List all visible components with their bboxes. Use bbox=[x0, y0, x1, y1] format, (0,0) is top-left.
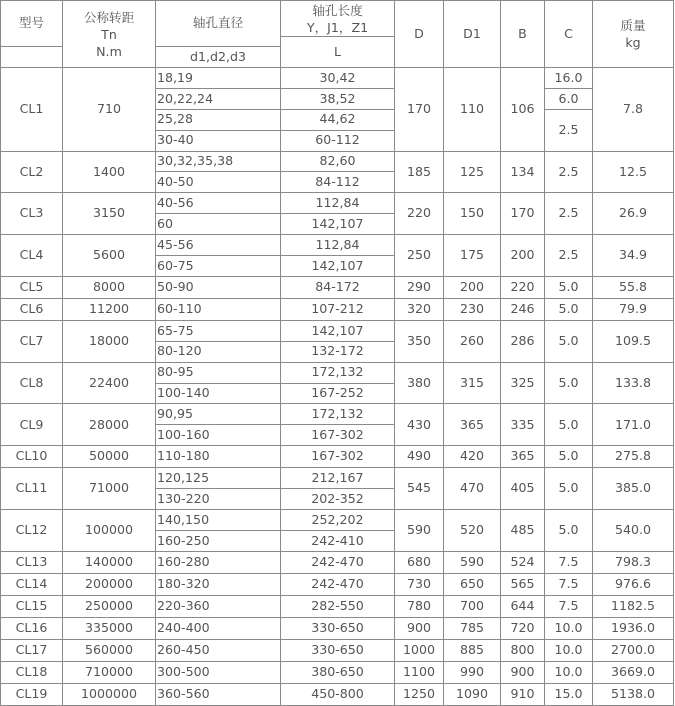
mass-cell: 1182.5 bbox=[593, 595, 674, 617]
mass-cell: 540.0 bbox=[593, 510, 674, 552]
d1-cell: 315 bbox=[444, 362, 501, 404]
header-C: C bbox=[545, 1, 593, 68]
table-row bbox=[1, 235, 674, 256]
d-cell: 290 bbox=[395, 276, 444, 298]
c-cell: 7.5 bbox=[545, 551, 593, 573]
table-row bbox=[1, 595, 674, 617]
d-cell: 320 bbox=[395, 298, 444, 320]
d1-cell: 260 bbox=[444, 320, 501, 362]
d1-cell: 700 bbox=[444, 595, 501, 617]
bore-cell: 130-220 bbox=[156, 489, 281, 510]
torque-cell: 3150 bbox=[63, 193, 156, 235]
d-cell: 170 bbox=[395, 68, 444, 152]
table-row bbox=[1, 683, 674, 705]
length-cell: 172,132 bbox=[281, 362, 395, 383]
d1-cell: 470 bbox=[444, 468, 501, 510]
torque-cell: 710 bbox=[63, 68, 156, 152]
d-cell: 780 bbox=[395, 595, 444, 617]
model-cell: CL14 bbox=[1, 573, 63, 595]
model-cell: CL6 bbox=[1, 298, 63, 320]
b-cell: 134 bbox=[501, 151, 545, 193]
d1-cell: 1090 bbox=[444, 683, 501, 705]
bore-cell: 30-40 bbox=[156, 130, 281, 151]
mass-cell: 275.8 bbox=[593, 446, 674, 468]
header-torque-unit: N.m bbox=[96, 43, 122, 59]
mass-cell: 798.3 bbox=[593, 551, 674, 573]
c-cell: 7.5 bbox=[545, 573, 593, 595]
length-cell: 84-112 bbox=[281, 172, 395, 193]
table-row bbox=[1, 298, 674, 320]
mass-cell: 26.9 bbox=[593, 193, 674, 235]
header-bore-title: 轴孔直径 bbox=[156, 1, 281, 47]
length-cell: 142,107 bbox=[281, 320, 395, 341]
bore-cell: 300-500 bbox=[156, 661, 281, 683]
torque-cell: 18000 bbox=[63, 320, 156, 362]
bore-cell: 30,32,35,38 bbox=[156, 151, 281, 172]
header-mass-unit: kg bbox=[625, 35, 641, 50]
torque-cell: 560000 bbox=[63, 639, 156, 661]
length-cell: 242-470 bbox=[281, 573, 395, 595]
b-cell: 325 bbox=[501, 362, 545, 404]
length-cell: 38,52 bbox=[281, 88, 395, 109]
model-cell: CL4 bbox=[1, 235, 63, 277]
d-cell: 250 bbox=[395, 235, 444, 277]
c-cell: 6.0 bbox=[545, 88, 593, 109]
c-cell: 7.5 bbox=[545, 595, 593, 617]
table-row bbox=[1, 468, 674, 489]
length-cell: 142,107 bbox=[281, 256, 395, 277]
torque-cell: 1000000 bbox=[63, 683, 156, 705]
d-cell: 1100 bbox=[395, 661, 444, 683]
d1-cell: 230 bbox=[444, 298, 501, 320]
d-cell: 220 bbox=[395, 193, 444, 235]
header-length bbox=[281, 1, 395, 37]
table-row bbox=[1, 661, 674, 683]
table-row bbox=[1, 68, 674, 89]
length-cell: 330-650 bbox=[281, 617, 395, 639]
model-cell: CL15 bbox=[1, 595, 63, 617]
c-cell: 10.0 bbox=[545, 617, 593, 639]
d-cell: 185 bbox=[395, 151, 444, 193]
header-mass bbox=[593, 1, 674, 68]
model-cell: CL17 bbox=[1, 639, 63, 661]
bore-cell: 65-75 bbox=[156, 320, 281, 341]
c-cell: 2.5 bbox=[545, 151, 593, 193]
d-cell: 430 bbox=[395, 404, 444, 446]
c-cell: 5.0 bbox=[545, 320, 593, 362]
d1-cell: 200 bbox=[444, 276, 501, 298]
header-length-types: Y，J1，Z1 bbox=[306, 19, 369, 35]
model-cell: CL9 bbox=[1, 404, 63, 446]
bore-cell: 25,28 bbox=[156, 109, 281, 130]
b-cell: 644 bbox=[501, 595, 545, 617]
length-cell: 107-212 bbox=[281, 298, 395, 320]
length-cell: 84-172 bbox=[281, 276, 395, 298]
model-cell: CL11 bbox=[1, 468, 63, 510]
mass-cell: 12.5 bbox=[593, 151, 674, 193]
torque-cell: 11200 bbox=[63, 298, 156, 320]
bore-cell: 40-56 bbox=[156, 193, 281, 214]
mass-cell: 5138.0 bbox=[593, 683, 674, 705]
b-cell: 286 bbox=[501, 320, 545, 362]
bore-cell: 140,150 bbox=[156, 510, 281, 531]
table-row bbox=[1, 193, 674, 214]
c-cell: 5.0 bbox=[545, 468, 593, 510]
d-cell: 730 bbox=[395, 573, 444, 595]
table-row bbox=[1, 617, 674, 639]
length-cell: 132-172 bbox=[281, 341, 395, 362]
d-cell: 680 bbox=[395, 551, 444, 573]
length-cell: 60-112 bbox=[281, 130, 395, 151]
model-cell: CL2 bbox=[1, 151, 63, 193]
header-model-spacer bbox=[1, 47, 63, 68]
header-length-symbol: L bbox=[281, 37, 395, 68]
bore-cell: 120,125 bbox=[156, 468, 281, 489]
d-cell: 545 bbox=[395, 468, 444, 510]
c-cell: 2.5 bbox=[545, 193, 593, 235]
model-cell: CL10 bbox=[1, 446, 63, 468]
b-cell: 106 bbox=[501, 68, 545, 152]
header-model: 型号 bbox=[1, 1, 63, 47]
model-cell: CL19 bbox=[1, 683, 63, 705]
model-cell: CL1 bbox=[1, 68, 63, 152]
c-cell: 5.0 bbox=[545, 298, 593, 320]
bore-cell: 110-180 bbox=[156, 446, 281, 468]
bore-cell: 100-140 bbox=[156, 383, 281, 404]
length-cell: 282-550 bbox=[281, 595, 395, 617]
model-cell: CL12 bbox=[1, 510, 63, 552]
mass-cell: 171.0 bbox=[593, 404, 674, 446]
c-cell: 10.0 bbox=[545, 661, 593, 683]
d1-cell: 110 bbox=[444, 68, 501, 152]
b-cell: 565 bbox=[501, 573, 545, 595]
c-cell: 5.0 bbox=[545, 404, 593, 446]
mass-cell: 2700.0 bbox=[593, 639, 674, 661]
length-cell: 380-650 bbox=[281, 661, 395, 683]
bore-cell: 60-110 bbox=[156, 298, 281, 320]
table-row bbox=[1, 639, 674, 661]
table-row bbox=[1, 510, 674, 531]
bore-cell: 60 bbox=[156, 214, 281, 235]
table-row bbox=[1, 551, 674, 573]
bore-cell: 80-120 bbox=[156, 341, 281, 362]
length-cell: 44,62 bbox=[281, 109, 395, 130]
length-cell: 330-650 bbox=[281, 639, 395, 661]
header-torque bbox=[63, 1, 156, 68]
bore-cell: 60-75 bbox=[156, 256, 281, 277]
length-cell: 112,84 bbox=[281, 193, 395, 214]
b-cell: 900 bbox=[501, 661, 545, 683]
b-cell: 524 bbox=[501, 551, 545, 573]
d1-cell: 520 bbox=[444, 510, 501, 552]
bore-cell: 90,95 bbox=[156, 404, 281, 425]
d-cell: 1000 bbox=[395, 639, 444, 661]
b-cell: 200 bbox=[501, 235, 545, 277]
torque-cell: 28000 bbox=[63, 404, 156, 446]
b-cell: 335 bbox=[501, 404, 545, 446]
d1-cell: 175 bbox=[444, 235, 501, 277]
b-cell: 405 bbox=[501, 468, 545, 510]
d1-cell: 365 bbox=[444, 404, 501, 446]
mass-cell: 79.9 bbox=[593, 298, 674, 320]
table-row bbox=[1, 320, 674, 341]
torque-cell: 71000 bbox=[63, 468, 156, 510]
mass-cell: 55.8 bbox=[593, 276, 674, 298]
length-cell: 30,42 bbox=[281, 68, 395, 89]
c-cell: 5.0 bbox=[545, 276, 593, 298]
bore-cell: 18,19 bbox=[156, 68, 281, 89]
torque-cell: 50000 bbox=[63, 446, 156, 468]
header-torque-symbol: Tn bbox=[101, 26, 117, 42]
c-cell: 2.5 bbox=[545, 235, 593, 277]
model-cell: CL7 bbox=[1, 320, 63, 362]
bore-cell: 100-160 bbox=[156, 425, 281, 446]
torque-cell: 100000 bbox=[63, 510, 156, 552]
b-cell: 246 bbox=[501, 298, 545, 320]
c-cell: 15.0 bbox=[545, 683, 593, 705]
mass-cell: 7.8 bbox=[593, 68, 674, 152]
length-cell: 450-800 bbox=[281, 683, 395, 705]
d1-cell: 150 bbox=[444, 193, 501, 235]
c-cell: 5.0 bbox=[545, 446, 593, 468]
torque-cell: 5600 bbox=[63, 235, 156, 277]
table-body bbox=[1, 68, 674, 706]
header-row-1 bbox=[1, 1, 674, 37]
length-cell: 172,132 bbox=[281, 404, 395, 425]
torque-cell: 200000 bbox=[63, 573, 156, 595]
b-cell: 365 bbox=[501, 446, 545, 468]
d1-cell: 590 bbox=[444, 551, 501, 573]
model-cell: CL3 bbox=[1, 193, 63, 235]
d-cell: 590 bbox=[395, 510, 444, 552]
table-row bbox=[1, 446, 674, 468]
table-row bbox=[1, 276, 674, 298]
bore-cell: 240-400 bbox=[156, 617, 281, 639]
bore-cell: 40-50 bbox=[156, 172, 281, 193]
model-cell: CL8 bbox=[1, 362, 63, 404]
length-cell: 252,202 bbox=[281, 510, 395, 531]
bore-cell: 260-450 bbox=[156, 639, 281, 661]
d-cell: 900 bbox=[395, 617, 444, 639]
d1-cell: 125 bbox=[444, 151, 501, 193]
d-cell: 1250 bbox=[395, 683, 444, 705]
torque-cell: 22400 bbox=[63, 362, 156, 404]
bore-cell: 220-360 bbox=[156, 595, 281, 617]
header-mass-title: 质量 bbox=[620, 18, 646, 33]
bore-cell: 180-320 bbox=[156, 573, 281, 595]
length-cell: 112,84 bbox=[281, 235, 395, 256]
length-cell: 167-302 bbox=[281, 425, 395, 446]
table-row bbox=[1, 404, 674, 425]
torque-cell: 250000 bbox=[63, 595, 156, 617]
c-cell: 16.0 bbox=[545, 68, 593, 89]
header-D1: D1 bbox=[444, 1, 501, 68]
bore-cell: 45-56 bbox=[156, 235, 281, 256]
d1-cell: 990 bbox=[444, 661, 501, 683]
header-bore-symbol: d1,d2,d3 bbox=[156, 47, 281, 68]
d1-cell: 785 bbox=[444, 617, 501, 639]
c-cell: 2.5 bbox=[545, 109, 593, 151]
d-cell: 350 bbox=[395, 320, 444, 362]
mass-cell: 109.5 bbox=[593, 320, 674, 362]
length-cell: 82,60 bbox=[281, 151, 395, 172]
bore-cell: 160-280 bbox=[156, 551, 281, 573]
length-cell: 142,107 bbox=[281, 214, 395, 235]
bore-cell: 50-90 bbox=[156, 276, 281, 298]
length-cell: 167-252 bbox=[281, 383, 395, 404]
torque-cell: 140000 bbox=[63, 551, 156, 573]
header-D: D bbox=[395, 1, 444, 68]
bore-cell: 20,22,24 bbox=[156, 88, 281, 109]
model-cell: CL13 bbox=[1, 551, 63, 573]
b-cell: 485 bbox=[501, 510, 545, 552]
d-cell: 380 bbox=[395, 362, 444, 404]
bore-cell: 160-250 bbox=[156, 530, 281, 551]
table-row bbox=[1, 573, 674, 595]
length-cell: 202-352 bbox=[281, 489, 395, 510]
mass-cell: 1936.0 bbox=[593, 617, 674, 639]
d1-cell: 650 bbox=[444, 573, 501, 595]
mass-cell: 133.8 bbox=[593, 362, 674, 404]
length-cell: 212,167 bbox=[281, 468, 395, 489]
torque-cell: 710000 bbox=[63, 661, 156, 683]
b-cell: 170 bbox=[501, 193, 545, 235]
b-cell: 800 bbox=[501, 639, 545, 661]
b-cell: 720 bbox=[501, 617, 545, 639]
d1-cell: 420 bbox=[444, 446, 501, 468]
b-cell: 910 bbox=[501, 683, 545, 705]
torque-cell: 1400 bbox=[63, 151, 156, 193]
bore-cell: 360-560 bbox=[156, 683, 281, 705]
c-cell: 10.0 bbox=[545, 639, 593, 661]
b-cell: 220 bbox=[501, 276, 545, 298]
bore-cell: 80-95 bbox=[156, 362, 281, 383]
torque-cell: 8000 bbox=[63, 276, 156, 298]
header-torque-title: 公称转距 bbox=[83, 9, 135, 25]
length-cell: 242-410 bbox=[281, 530, 395, 551]
c-cell: 5.0 bbox=[545, 510, 593, 552]
table-row bbox=[1, 151, 674, 172]
mass-cell: 976.6 bbox=[593, 573, 674, 595]
d1-cell: 885 bbox=[444, 639, 501, 661]
table-row bbox=[1, 362, 674, 383]
torque-cell: 335000 bbox=[63, 617, 156, 639]
c-cell: 5.0 bbox=[545, 362, 593, 404]
model-cell: CL16 bbox=[1, 617, 63, 639]
header-B: B bbox=[501, 1, 545, 68]
mass-cell: 3669.0 bbox=[593, 661, 674, 683]
mass-cell: 34.9 bbox=[593, 235, 674, 277]
header-length-title: 轴孔长度 bbox=[312, 2, 363, 18]
length-cell: 242-470 bbox=[281, 551, 395, 573]
model-cell: CL5 bbox=[1, 276, 63, 298]
mass-cell: 385.0 bbox=[593, 468, 674, 510]
d-cell: 490 bbox=[395, 446, 444, 468]
length-cell: 167-302 bbox=[281, 446, 395, 468]
model-cell: CL18 bbox=[1, 661, 63, 683]
